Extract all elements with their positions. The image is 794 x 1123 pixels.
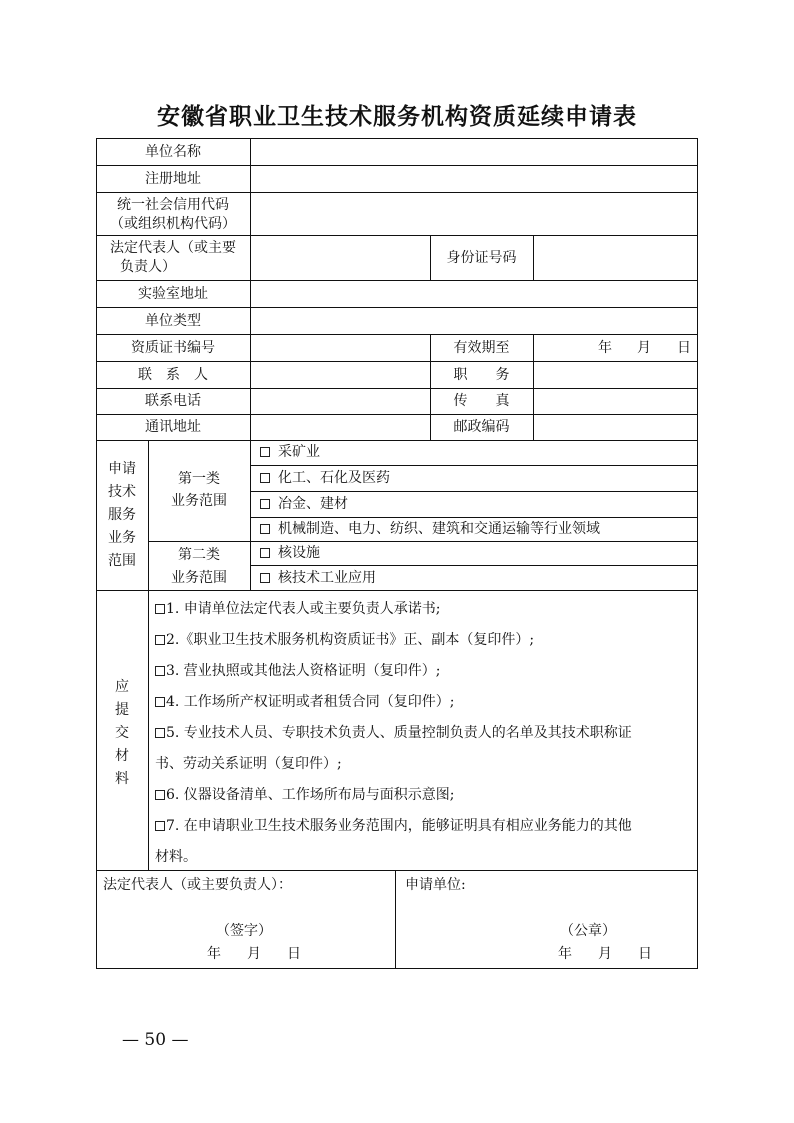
row-divider	[250, 517, 698, 518]
seal-placeholder: （公章）	[560, 923, 616, 939]
credit-code-label: 统一社会信用代码	[117, 197, 229, 213]
sign-placeholder: （签字）	[216, 923, 272, 939]
fax-field[interactable]	[534, 389, 697, 414]
credit-code-field[interactable]	[251, 193, 697, 235]
contact-person-label: 联 系 人	[138, 367, 208, 383]
applicant-seal-area[interactable]	[396, 896, 697, 968]
valid-month: 月	[637, 340, 651, 356]
cert-number-field[interactable]	[251, 335, 430, 361]
sign-date-day: 日	[287, 946, 301, 962]
checkbox[interactable]	[155, 635, 165, 645]
category-1-label: 第一类	[178, 471, 220, 487]
unit-name-label: 单位名称	[145, 144, 201, 160]
mail-address-field[interactable]	[251, 415, 430, 440]
checkbox[interactable]	[260, 548, 270, 558]
material-item-2[interactable]: 2.《职业卫生技术服务机构资质证书》正、副本（复印件）;	[155, 632, 534, 648]
postcode-field[interactable]	[534, 415, 697, 440]
contact-phone-label: 联系电话	[145, 393, 201, 409]
sign-date-year: 年	[207, 946, 221, 962]
checkbox[interactable]	[260, 524, 270, 534]
valid-until-label: 有效期至	[453, 340, 510, 356]
material-item-7-cont: 材料。	[155, 849, 197, 865]
form-title: 安徽省职业卫生技术服务机构资质延续申请表	[157, 103, 637, 130]
checkbox[interactable]	[260, 573, 270, 583]
valid-day: 日	[677, 340, 691, 356]
page-number: — 50 —	[122, 1030, 189, 1050]
valid-year: 年	[598, 340, 612, 356]
row-divider	[250, 491, 698, 492]
scope-section-label: 申请 技术 服务 业务 范围	[108, 461, 136, 569]
unit-name-field[interactable]	[251, 139, 697, 165]
scope-option-metallurgy[interactable]: 冶金、建材	[260, 496, 348, 512]
seal-date-month: 月	[598, 946, 612, 962]
row-divider	[250, 565, 698, 566]
material-item-5[interactable]: 5. 专业技术人员、专职技术负责人、质量控制负责人的名单及其技术职称证	[155, 725, 632, 741]
applicant-unit-label: 申请单位:	[405, 877, 466, 893]
unit-type-label: 单位类型	[145, 313, 201, 329]
scope-option-manufacturing[interactable]: 机械制造、电力、纺织、建筑和交通运输等行业领域	[260, 521, 600, 537]
checkbox[interactable]	[260, 473, 270, 483]
contact-phone-field[interactable]	[251, 389, 430, 414]
id-number-label: 身份证号码	[446, 250, 517, 266]
legal-rep-label-2: 负责人）	[120, 259, 176, 275]
checkbox[interactable]	[155, 697, 165, 707]
category-1-label-2: 业务范围	[171, 493, 227, 509]
contact-person-field[interactable]	[251, 362, 430, 388]
row-divider	[148, 541, 698, 542]
reg-address-label: 注册地址	[145, 171, 201, 187]
material-item-5-cont: 书、劳动关系证明（复印件）;	[155, 756, 342, 772]
material-item-1[interactable]: 1. 申请单位法定代表人或主要负责人承诺书;	[155, 601, 441, 617]
scope-option-chemical[interactable]: 化工、石化及医药	[260, 470, 390, 486]
checkbox[interactable]	[260, 447, 270, 457]
checkbox[interactable]	[155, 666, 165, 676]
checkbox[interactable]	[155, 790, 165, 800]
mail-address-label: 通讯地址	[145, 419, 201, 435]
lab-address-label: 实验室地址	[138, 286, 208, 302]
category-2-label-2: 业务范围	[171, 570, 227, 586]
row-divider	[96, 440, 698, 441]
material-item-6[interactable]: 6. 仪器设备清单、工作场所布局与面积示意图;	[155, 787, 455, 803]
category-2-label: 第二类	[178, 547, 220, 563]
legal-rep-label: 法定代表人（或主要	[110, 240, 236, 256]
row-divider	[250, 465, 698, 466]
seal-date-year: 年	[558, 946, 572, 962]
material-item-3[interactable]: 3. 营业执照或其他法人资格证明（复印件）;	[155, 663, 441, 679]
seal-date-day: 日	[638, 946, 652, 962]
reg-address-field[interactable]	[251, 166, 697, 192]
legal-rep-signature-area[interactable]	[97, 896, 394, 968]
checkbox[interactable]	[155, 604, 165, 614]
sign-date-month: 月	[247, 946, 261, 962]
postcode-label: 邮政编码	[453, 419, 510, 435]
row-divider	[96, 590, 698, 591]
material-item-7[interactable]: 7. 在申请职业卫生技术服务业务范围内，能够证明具有相应业务能力的其他	[155, 818, 632, 834]
checkbox[interactable]	[260, 499, 270, 509]
id-number-field[interactable]	[534, 236, 697, 280]
unit-type-field[interactable]	[251, 308, 697, 334]
legal-rep-signature-label: 法定代表人（或主要负责人）：	[103, 877, 292, 893]
fax-label: 传 真	[453, 393, 510, 409]
position-label: 职 务	[453, 367, 510, 383]
scope-option-nuclear-facility[interactable]: 核设施	[260, 545, 320, 561]
scope-option-nuclear-tech[interactable]: 核技术工业应用	[260, 570, 376, 586]
legal-rep-field[interactable]	[251, 236, 430, 280]
checkbox[interactable]	[155, 821, 165, 831]
row-divider	[96, 870, 698, 871]
materials-section-label: 应 提 交 材 料	[115, 679, 129, 787]
material-item-4[interactable]: 4. 工作场所产权证明或者租赁合同（复印件）;	[155, 694, 455, 710]
cert-number-label: 资质证书编号	[131, 340, 215, 356]
credit-code-label-2: （或组织机构代码）	[110, 216, 236, 232]
scope-option-mining[interactable]: 采矿业	[260, 444, 320, 460]
checkbox[interactable]	[155, 728, 165, 738]
position-field[interactable]	[534, 362, 697, 388]
lab-address-field[interactable]	[251, 281, 697, 307]
